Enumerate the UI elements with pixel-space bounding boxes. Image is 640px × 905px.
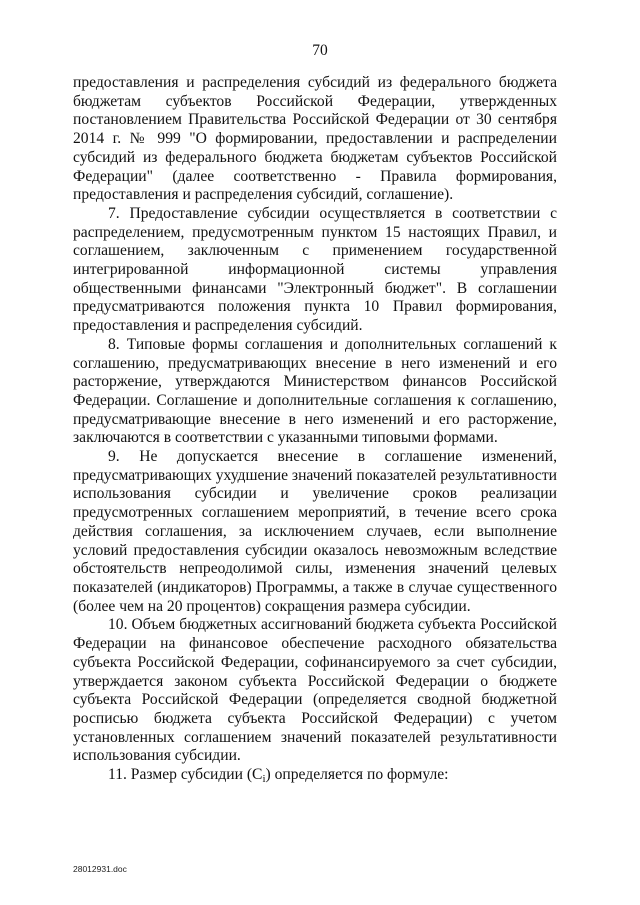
footer-file-name: 28012931.doc [73, 864, 127, 874]
paragraph-11 [73, 766, 557, 789]
document-body [73, 74, 557, 789]
paragraph-7: 7. Предоставление субсидии осуществляется в соответствии с распределением, предусмотренным пунктом 15 настоящих Правил, и соглашением, заключенным с применением государственной интегрированной информационной системы управления общественными финансами "Электронный бюджет". В соглашении предусматриваются положения пункта 10 Правил формирования, предоставления и распределения субсидий. [73, 204, 557, 335]
paragraph-8: 8. Типовые формы соглашения и дополнительных соглашений к соглашению, предусматривающих внесение в него изменений и его расторжение, утверждаются Министерством финансов Российской Федерации. Соглашение и дополнительные соглашения к соглашению, предусматривающие внесение в него изменений и его расторжение, заключаются в соответствии с указанными типовыми формами. [73, 335, 557, 447]
subsidy-index-subscript: i [262, 773, 266, 786]
paragraph-10: 10. Объем бюджетных ассигнований бюджета субъекта Российской Федерации на финансовое обеспечение расходного обязательства субъекта Российской Федерации, софинансируемого за счет субсидии, утверждается законом субъекта Российской Федерации о бюджете субъекта Российской Федерации (определяется сводной бюджетной росписью бюджета субъекта Российской Федерации) с учетом установленных соглашением значений показателей результативности использования субсидии. [73, 616, 557, 765]
paragraph-continuation: предоставления и распределения субсидий из федерального бюджета бюджетам субъектов Российской Федерации, утвержденных постановлением Правительства Российской Федерации от 30 сентября 2014 г. № 999 "О формировании, предоставлении и распределении субсидий из федерального бюджета бюджетам субъектов Российской Федерации" (далее соответственно - Правила формирования, предоставления и распределения субсидий, соглашение). [73, 74, 557, 204]
page-number: 70 [312, 42, 328, 59]
paragraph-11-text-before: 11. Размер субсидии (C [108, 766, 263, 784]
paragraph-11-text-after: ) определяется по формуле: [265, 766, 449, 784]
paragraph-9: 9. Не допускается внесение в соглашение изменений, предусматривающих ухудшение значений показателей результативности использования субсидии и увеличение сроков реализации предусмотренных соглашением мероприятий, в течение всего срока действия соглашения, за исключением случаев, если выполнение условий предоставления субсидии оказалось невозможным вследствие обстоятельств непреодолимой силы, изменения значений целевых показателей (индикаторов) Программы, а также в случае существенного (более чем на 20 процентов) сокращения размера субсидии. [73, 448, 557, 615]
